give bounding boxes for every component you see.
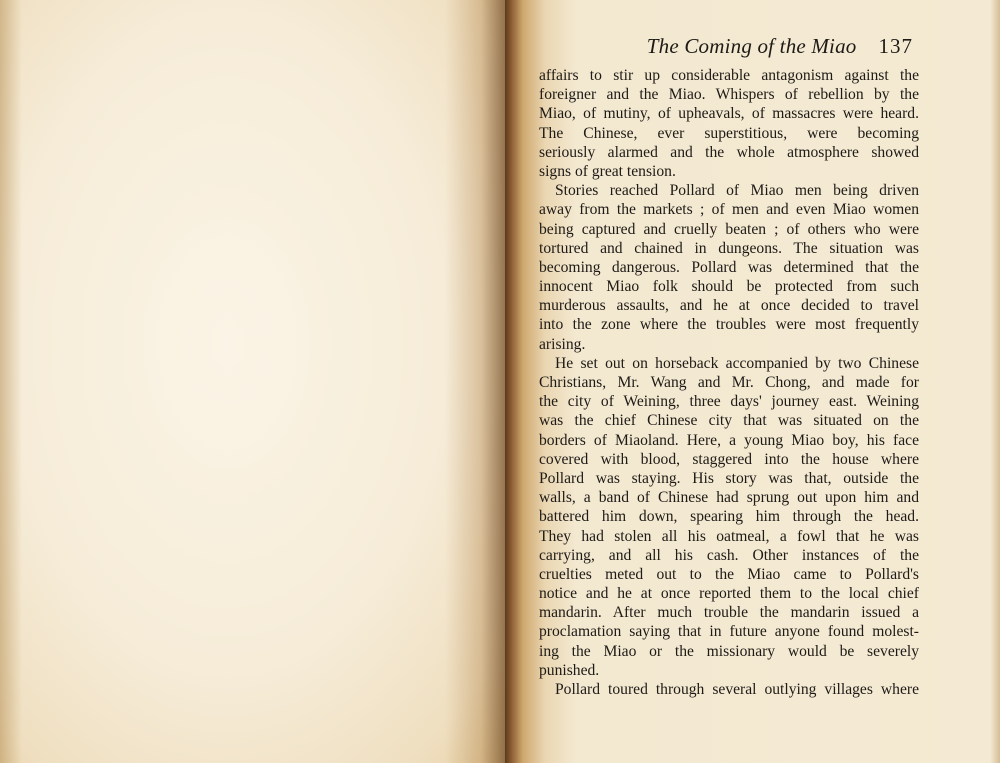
text-line: cruelties meted out to the Miao came to Pollard's	[539, 565, 919, 583]
text-line: notice and he at once reported them to the local chief	[539, 585, 919, 603]
text-line: being captured and cruelly beaten ; of others who were	[539, 220, 919, 238]
text-line: proclamation saying that in future anyone found molest-	[539, 623, 919, 641]
page-text-block	[539, 34, 919, 699]
text-line: carrying, and all his cash. Other instances of the	[539, 546, 919, 564]
page-number: 137	[878, 34, 913, 58]
running-head	[539, 34, 919, 64]
text-line: seriously alarmed and the whole atmosphere showed	[539, 143, 919, 161]
text-line: mandarin. After much trouble the mandarin issued a	[539, 604, 919, 622]
running-title: The Coming of the Miao	[646, 34, 857, 58]
text-line: arising.	[539, 335, 586, 353]
paragraph-3	[539, 354, 919, 680]
text-line: walls, a band of Chinese had sprung out upon him and	[539, 489, 919, 507]
text-line: signs of great tension.	[539, 162, 676, 180]
text-line: into the zone where the troubles were most frequently	[539, 316, 919, 334]
text-line: borders of Miaoland. Here, a young Miao boy, his face	[539, 431, 919, 449]
text-line: affairs to stir up considerable antagonism against the	[539, 67, 919, 84]
text-line: tortured and chained in dungeons. The situation was	[539, 239, 919, 257]
text-line: innocent Miao folk should be protected from such	[539, 278, 919, 296]
text-line: Pollard was staying. His story was that, outside the	[539, 469, 919, 487]
text-line: Stories reached Pollard of Miao men being driven	[555, 182, 919, 200]
text-line: punished.	[539, 661, 600, 679]
text-line: He set out on horseback accompanied by two Chinese	[555, 354, 919, 372]
text-line: the city of Weining, three days' journey east. Weining	[539, 393, 919, 411]
text-line: murderous assaults, and he at once decided to travel	[539, 297, 919, 315]
text-line: foreigner and the Miao. Whispers of rebellion by the	[539, 86, 919, 104]
paragraph-2	[539, 181, 919, 354]
text-line: becoming dangerous. Pollard was determined that the	[539, 258, 919, 276]
text-line: They had stolen all his oatmeal, a fowl that he was	[539, 527, 919, 545]
text-line: was the chief Chinese city that was situated on the	[539, 412, 919, 430]
text-line: ing the Miao or the missionary would be severely	[539, 642, 919, 660]
text-line: Miao, of mutiny, of upheavals, of massacres were heard.	[539, 105, 919, 123]
text-line: battered him down, spearing him through the head.	[539, 508, 919, 526]
text-line: Pollard toured through several outlying villages where	[555, 681, 919, 698]
paragraph-1	[539, 66, 919, 181]
text-line: The Chinese, ever superstitious, were becoming	[539, 124, 919, 142]
text-line: covered with blood, staggered into the house where	[539, 450, 919, 468]
paragraph-4	[539, 680, 919, 699]
text-line: away from the markets ; of men and even Miao women	[539, 201, 919, 219]
text-line: Christians, Mr. Wang and Mr. Chong, and made for	[539, 374, 919, 391]
